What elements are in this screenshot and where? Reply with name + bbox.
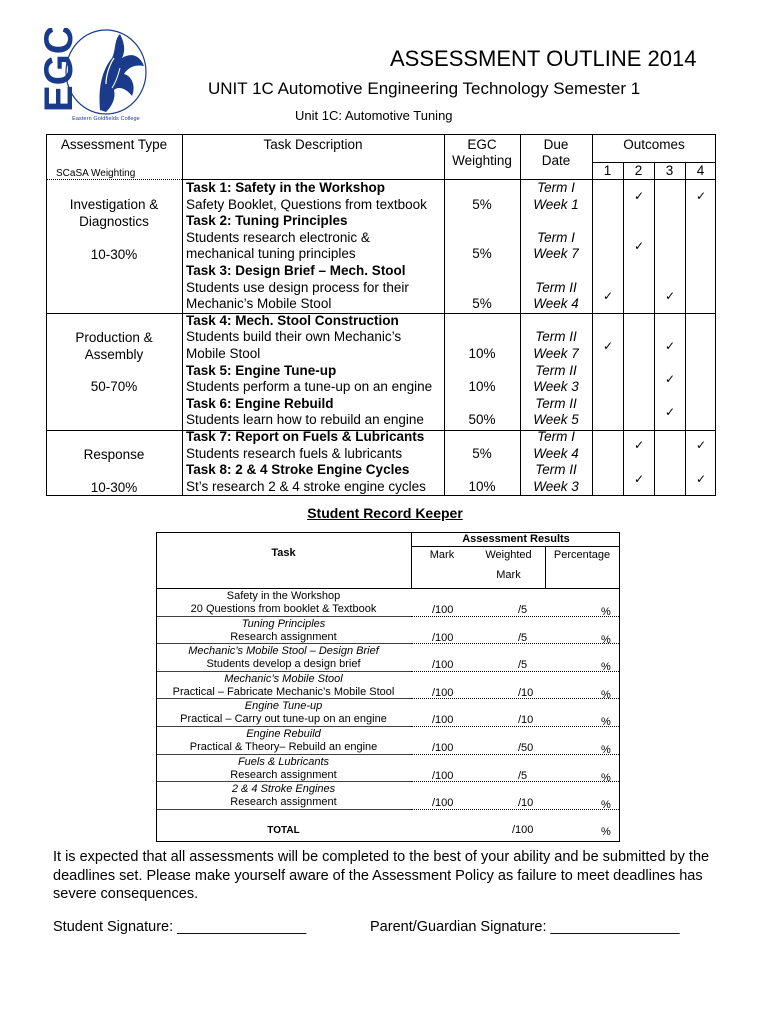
record-mark: /100 (432, 604, 454, 616)
task-term: Term II (535, 362, 577, 378)
record-weighted: /5 (518, 769, 528, 782)
record-keeper-table (156, 532, 620, 842)
record-task-name: Engine Tune-up (244, 700, 323, 713)
record-task-detail: Research assignment (230, 796, 337, 809)
record-weighted: /5 (518, 659, 528, 672)
checkmark-icon: ✓ (633, 471, 645, 486)
task-week: Week 5 (533, 412, 579, 428)
task-title: Task 6: Engine Rebuild (186, 395, 334, 411)
header-due-line1: Due (543, 137, 569, 152)
group-type-line1: Production & (75, 330, 153, 345)
task-description-line: Safety Booklet, Questions from textbook (186, 196, 427, 212)
record-mark: /100 (432, 631, 454, 644)
record-task-name: Safety in the Workshop (226, 590, 341, 602)
record-mark: /100 (432, 769, 454, 782)
record-task-detail: 20 Questions from booklet & Textbook (190, 603, 377, 615)
logo-caption: Eastern Goldfields College (72, 116, 140, 122)
checkmark-icon: ✓ (664, 338, 676, 353)
record-mark: /100 (432, 797, 454, 810)
record-percentage: % (601, 633, 611, 646)
task-term: Term I (537, 229, 575, 245)
record-mark: /100 (432, 659, 454, 672)
task-week: Week 7 (533, 246, 579, 262)
record-percentage: % (601, 606, 611, 618)
task-description-line: Students research electronic & (186, 229, 370, 245)
task-weighting: 5% (472, 296, 492, 312)
unit-heading: Unit 1C: Automotive Tuning (295, 108, 453, 123)
task-description-line: Students build their own Mechanic’s (186, 329, 402, 345)
record-percentage: % (601, 661, 611, 674)
task-description-line: Students use design process for their (186, 279, 409, 295)
task-weighting: 10% (468, 478, 496, 494)
rk-header-weighted-line1: Weighted (485, 549, 532, 561)
task-title: Task 8: 2 & 4 Stroke Engine Cycles (186, 462, 410, 478)
record-task-name: Tuning Principles (241, 617, 326, 630)
checkmark-icon: ✓ (695, 471, 707, 486)
egc-logo-icon (40, 28, 160, 128)
task-weighting: 5% (472, 246, 492, 262)
task-title: Task 2: Tuning Principles (186, 213, 348, 229)
task-title: Task 5: Engine Tune-up (186, 362, 337, 378)
task-description-line: Students perform a tune-up on an engine (186, 379, 433, 395)
task-term: Term II (535, 279, 577, 295)
checkmark-icon: ✓ (664, 288, 676, 303)
task-week: Week 1 (533, 196, 579, 212)
record-weighted: /10 (518, 797, 534, 810)
header-scasa-weighting: SCaSA Weighting (56, 168, 136, 179)
outcome-number: 3 (665, 163, 674, 178)
assessment-outline-table (46, 134, 716, 496)
group-weight: 50-70% (90, 379, 138, 394)
header-egc-weighting-line2: Weighting (452, 153, 512, 168)
record-mark: /100 (432, 686, 454, 699)
outcome-number: 4 (696, 163, 705, 178)
task-term: Term II (535, 329, 577, 345)
record-percentage: % (601, 744, 611, 756)
record-task-detail: Research assignment (230, 768, 337, 781)
college-logo (40, 28, 160, 128)
task-week: Week 4 (533, 445, 579, 461)
outcome-number: 2 (634, 163, 643, 178)
checkmark-icon: ✓ (633, 438, 645, 453)
checkmark-icon: ✓ (602, 338, 614, 353)
record-task-name: Mechanic’s Mobile Stool – Design Brief (188, 645, 379, 658)
task-title: Task 3: Design Brief – Mech. Stool (186, 263, 406, 278)
record-weighted: /10 (518, 714, 534, 727)
record-task-detail: Students develop a design brief (206, 658, 361, 671)
task-weighting: 10% (468, 379, 496, 395)
record-task-name: 2 & 4 Stroke Engines (231, 783, 336, 796)
record-task-name: Engine Rebuild (246, 728, 321, 740)
task-title: Task 7: Report on Fuels & Lubricants (186, 429, 425, 444)
group-type-line2: Assembly (84, 347, 144, 362)
parent-signature-line[interactable]: Parent/Guardian Signature: ________________ (370, 919, 680, 935)
record-task-detail: Research assignment (230, 630, 337, 643)
record-percentage: % (601, 716, 611, 729)
task-description-line: Mechanic’s Mobile Stool (186, 296, 332, 312)
header-due-line2: Date (541, 153, 571, 168)
task-weighting: 5% (472, 445, 492, 461)
task-description-line: mechanical tuning principles (186, 246, 356, 262)
task-description-line: Students learn how to rebuild an engine (186, 412, 424, 428)
checkmark-icon: ✓ (602, 288, 614, 303)
record-mark: /100 (432, 714, 454, 727)
task-term: Term I (537, 429, 575, 444)
task-description-line: St’s research 2 & 4 stroke engine cycles (186, 478, 426, 494)
checkmark-icon: ✓ (664, 371, 676, 386)
header-assessment-type: Assessment Type (60, 137, 168, 152)
document-subtitle: UNIT 1C Automotive Engineering Technology Semester 1 (208, 79, 641, 98)
record-keeper-title: Student Record Keeper (307, 505, 463, 521)
group-weight: 10-30% (90, 247, 138, 262)
record-percentage: % (601, 771, 611, 784)
rk-header-task: Task (271, 547, 296, 559)
task-description-line: Mobile Stool (186, 346, 261, 361)
rk-header-mark: Mark (429, 549, 455, 561)
task-term: Term I (537, 180, 575, 195)
student-signature-line[interactable]: Student Signature: ________________ (53, 919, 307, 935)
rk-header-weighted-line2: Mark (496, 569, 521, 581)
checkmark-icon: ✓ (664, 405, 676, 420)
policy-notice: It is expected that all assessments will be completed to the best of your ability and be submitted by the deadlines set. Please make yourself aware of the Assessment Policy as failure to meet deadlines has severe consequences. (53, 849, 710, 902)
task-title: Task 4: Mech. Stool Construction (186, 312, 399, 328)
checkmark-icon: ✓ (633, 239, 645, 254)
record-percentage: % (601, 688, 611, 701)
outcome-number: 1 (603, 163, 612, 178)
rk-header-results: Assessment Results (462, 533, 570, 545)
logo-letters: EGC (40, 28, 81, 112)
group-weight: 10-30% (90, 480, 138, 495)
record-percentage: % (601, 799, 611, 812)
task-week: Week 7 (533, 346, 579, 361)
checkmark-icon: ✓ (695, 438, 707, 453)
record-weighted: /5 (518, 631, 528, 644)
task-weighting: 5% (472, 196, 492, 212)
header-task-description: Task Description (263, 137, 363, 152)
task-week: Week 4 (533, 296, 579, 312)
task-title: Task 1: Safety in the Workshop (186, 180, 386, 195)
group-type-line1: Investigation & (69, 197, 159, 212)
record-task-detail: Practical – Carry out tune-up on an engine (180, 713, 387, 726)
group-type-line2: Diagnostics (79, 214, 149, 229)
task-description-line: Students research fuels & lubricants (186, 445, 403, 461)
group-type-line1: Response (83, 447, 145, 462)
document-title: ASSESSMENT OUTLINE 2014 (390, 46, 697, 71)
record-task-detail: Practical – Fabricate Mechanic’s Mobile Stool (172, 685, 395, 698)
task-term: Term II (535, 462, 577, 478)
header-outcomes: Outcomes (623, 137, 685, 152)
task-weighting: 10% (468, 346, 496, 361)
rk-total-label: TOTAL (267, 825, 300, 836)
record-task-name: Mechanic’s Mobile Stool (224, 672, 343, 685)
record-weighted: /5 (518, 604, 528, 616)
record-mark: /100 (432, 742, 454, 754)
task-weighting: 50% (468, 412, 496, 428)
rk-total-weighted: /100 (512, 824, 534, 836)
task-week: Week 3 (533, 478, 579, 494)
checkmark-icon: ✓ (633, 189, 645, 204)
task-term: Term II (535, 395, 577, 411)
rk-header-percentage: Percentage (553, 549, 611, 561)
record-task-detail: Practical & Theory– Rebuild an engine (189, 741, 378, 753)
task-week: Week 3 (533, 379, 579, 395)
rk-total-percentage: % (601, 826, 611, 838)
header-egc-weighting-line1: EGC (467, 137, 497, 152)
record-weighted: /50 (518, 742, 534, 754)
record-weighted: /10 (518, 686, 534, 699)
checkmark-icon: ✓ (695, 189, 707, 204)
record-task-name: Fuels & Lubricants (237, 755, 330, 768)
